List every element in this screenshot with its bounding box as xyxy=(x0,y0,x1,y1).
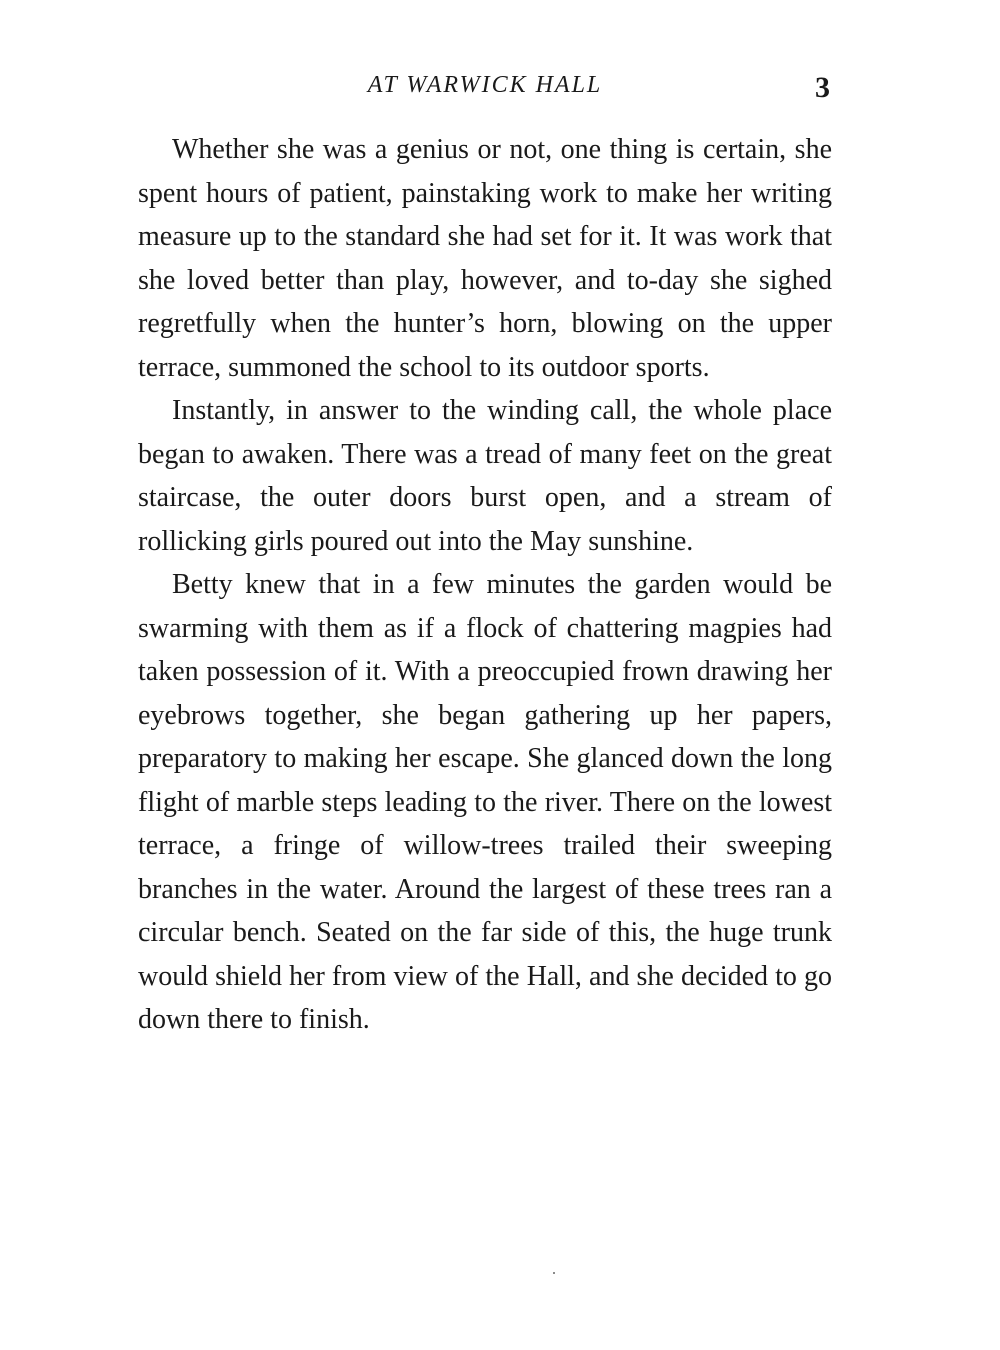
paragraph-3: Betty knew that in a few minutes the garden would be swarming with them as if a flock of chattering magpies had taken possession of it. With a preoccupied frown drawing her eyebrows together, she began gathering up her papers, preparatory to making her escape. She glanced down the long flight of marble steps leading to the river. There on the lowest terrace, a fringe of willow-trees trailed their sweeping branches in the water. Around the largest of these trees ran a circular bench. Seated on the far side of this, the huge trunk would shield her from view of the Hall, and she decided to go down there to finish. xyxy=(138,569,832,1035)
running-head xyxy=(138,68,832,108)
page-number: 3 xyxy=(815,71,830,104)
print-speck xyxy=(553,1272,555,1274)
paragraph-2: Instantly, in answer to the winding call, the whole place began to awaken. There was a tread of many feet on the great staircase, the outer doors burst open, and a stream of rollicking girls poured out into the May sunshine. xyxy=(138,395,832,557)
body-text xyxy=(138,128,832,1042)
paragraph-1: Whether she was a genius or not, one thing is certain, she spent hours of patient, painstaking work to make her writing measure up to the standard she had set for it. It was work that she loved better than play, however, and to-day she sighed regretfully when the hunter’s horn, blowing on the upper terrace, summoned the school to its outdoor sports. xyxy=(138,134,832,383)
running-title: AT WARWICK HALL xyxy=(367,72,603,98)
